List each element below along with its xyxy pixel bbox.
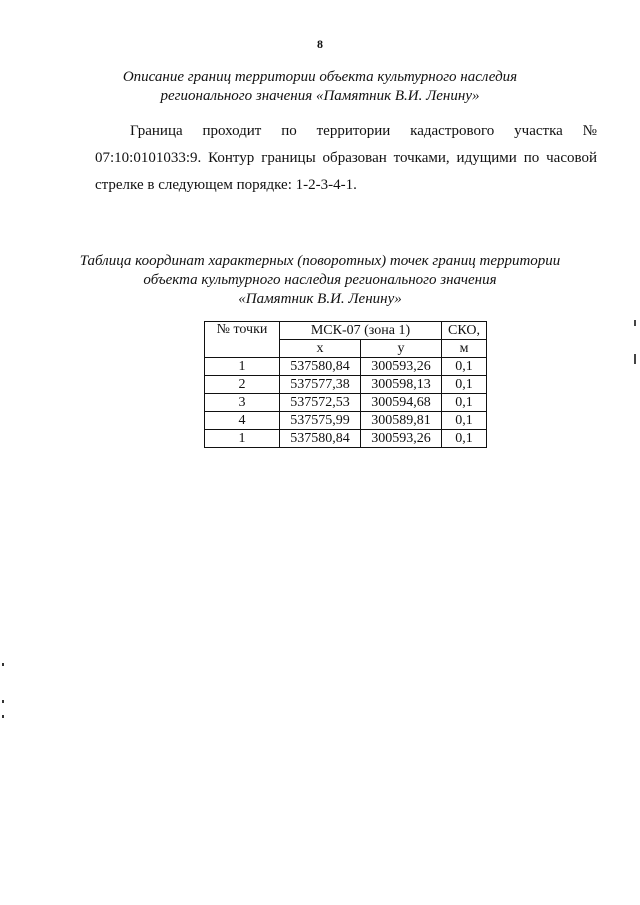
cell-point: 3 [205, 394, 280, 412]
cell-x: 537572,53 [280, 394, 361, 412]
cell-sko: 0,1 [442, 412, 487, 430]
header-x: x [280, 340, 361, 358]
table-title-line-2: объекта культурного наследия регионального значения [143, 272, 497, 288]
scan-margin-mark [634, 354, 636, 364]
cell-sko: 0,1 [442, 376, 487, 394]
boundary-description-paragraph: Граница проходит по территории кадастрового участка № 07:10:0101033:9. Контур границы образован точками, идущими по часовой стрелке в следующем порядке: 1-2-3-4-1. [95, 123, 597, 193]
table-row [205, 358, 487, 376]
cell-y: 300598,13 [361, 376, 442, 394]
scan-margin-mark [634, 320, 636, 326]
cell-point: 1 [205, 358, 280, 376]
cell-x: 537580,84 [280, 430, 361, 448]
header-point: № точки [205, 322, 280, 358]
cell-sko: 0,1 [442, 358, 487, 376]
scan-speck [2, 663, 4, 666]
cell-y: 300589,81 [361, 412, 442, 430]
section-title-line-2: регионального значения «Памятник В.И. Ленину» [160, 88, 480, 104]
scan-speck [2, 700, 4, 703]
section-title [60, 68, 580, 106]
header-coordinate-system: МСК-07 (зона 1) [280, 322, 442, 340]
section-title-line-1: Описание границ территории объекта культурного наследия [122, 69, 518, 85]
scan-speck [2, 715, 4, 718]
table-row [205, 376, 487, 394]
table-header-row [205, 322, 487, 340]
coordinates-table [204, 321, 487, 448]
table-row [205, 394, 487, 412]
cell-x: 537580,84 [280, 358, 361, 376]
cell-y: 300594,68 [361, 394, 442, 412]
table-title [60, 252, 580, 309]
cell-point: 1 [205, 430, 280, 448]
table-title-line-1: Таблица координат характерных (поворотных) точек границ территории [79, 253, 561, 269]
cell-point: 2 [205, 376, 280, 394]
header-sko: СКО, [442, 322, 487, 340]
table-title-line-3: «Памятник В.И. Ленину» [238, 291, 402, 307]
cell-sko: 0,1 [442, 394, 487, 412]
table-row [205, 430, 487, 448]
cell-sko: 0,1 [442, 430, 487, 448]
cell-y: 300593,26 [361, 358, 442, 376]
cell-y: 300593,26 [361, 430, 442, 448]
cell-x: 537575,99 [280, 412, 361, 430]
table-row [205, 412, 487, 430]
header-y: y [361, 340, 442, 358]
header-sko-unit: м [442, 340, 487, 358]
page-number: 8 [317, 37, 323, 51]
cell-point: 4 [205, 412, 280, 430]
cell-x: 537577,38 [280, 376, 361, 394]
